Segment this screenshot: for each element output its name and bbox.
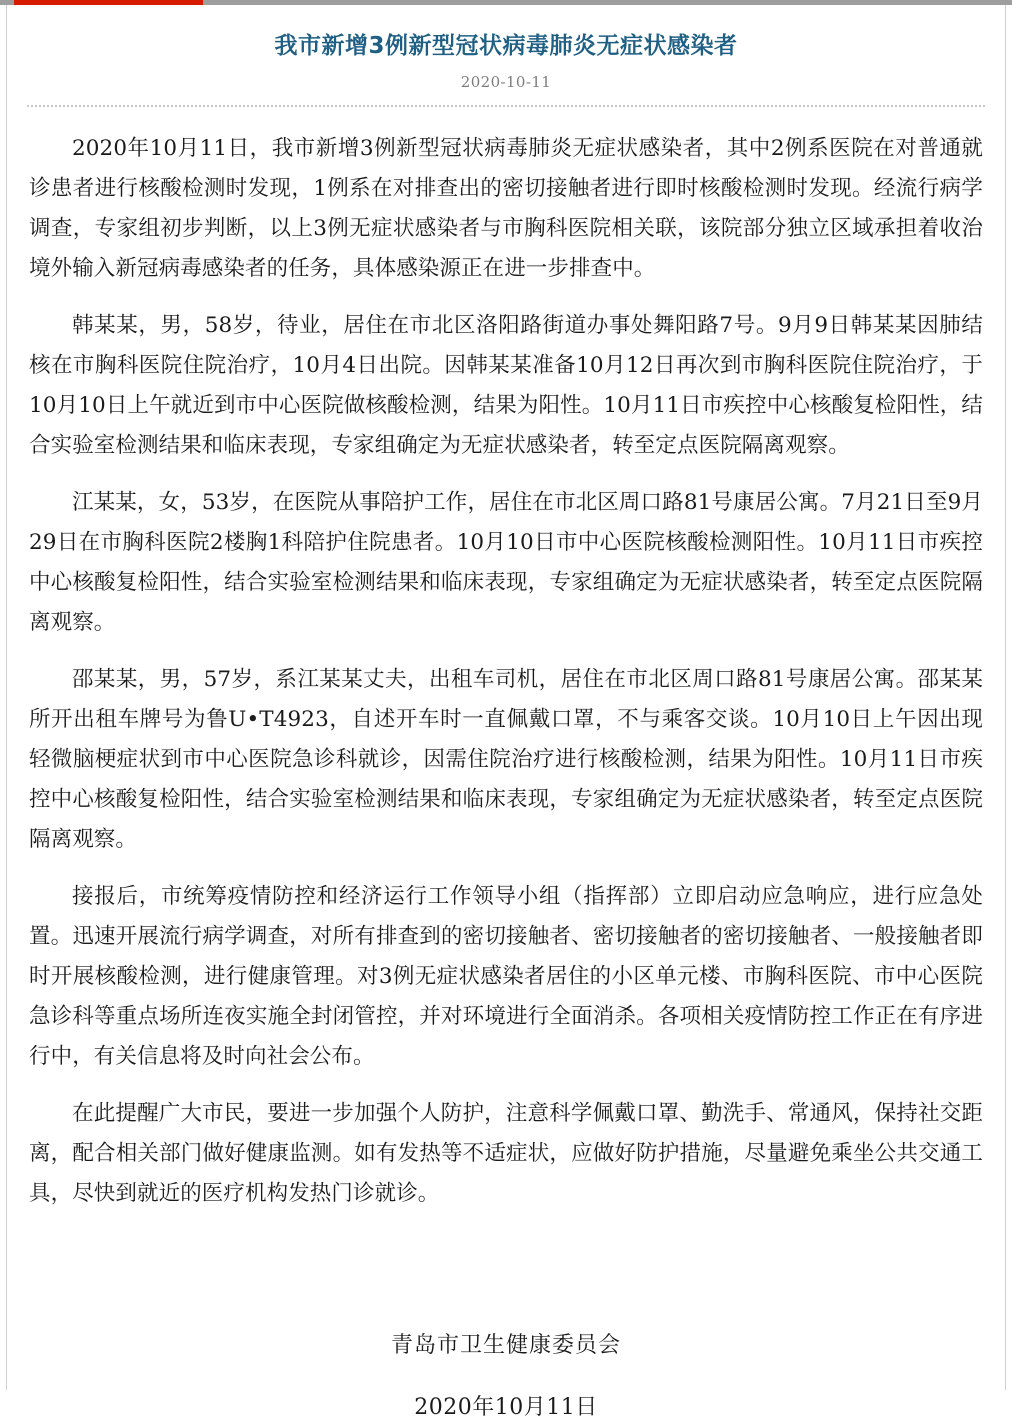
publish-date: 2020-10-11 — [460, 73, 552, 92]
paragraph-response: 接报后，市统筹疫情防控和经济运行工作领导小组（指挥部）立即启动应急响应，进行应急处置。迅速开展流行病学调查，对所有排查到的密切接触者、密切接触者的密切接触者、一般接触者即时开展核酸检测，进行健康管理。对3例无症状感染者居住的小区单元楼、市胸科医院、市中心医院急诊科等重点场所连夜实施全封闭管控，并对环境进行全面消杀。各项相关疫情防控工作正在有序进行中，有关信息将及时向社会公布。 — [29, 884, 983, 1070]
paragraph-summary: 2020年10月11日，我市新增3例新型冠状病毒肺炎无症状感染者，其中2例系医院在对普通就诊患者进行核酸检测时发现，1例系在对排查出的密切接触者进行即时核酸检测时发现。经流行病学调查，专家组初步判断，以上3例无症状感染者与市胸科医院相关联，该院部分独立区域承担着收治境外输入新冠病毒感染者的任务，具体感染源正在进一步排查中。 — [29, 136, 983, 282]
issuing-organization: 青岛市卫生健康委员会 — [390, 1333, 621, 1359]
paragraph-advisory: 在此提醒广大市民，要进一步加强个人防护，注意科学佩戴口罩、勤洗手、常通风，保持社交距离，配合相关部门做好健康监测。如有发热等不适症状，应做好防护措施，尽量避免乘坐公共交通工具，尽快到就近的医疗机构发热门诊就诊。 — [29, 1101, 983, 1207]
paragraph-case-shao: 邵某某，男，57岁，系江某某丈夫，出租车司机，居住在市北区周口路81号康居公寓。邵某某所开出租车牌号为鲁U•T4923，自述开车时一直佩戴口罩，不与乘客交谈。10月10日上午因出现轻微脑梗症状到市中心医院急诊科就诊，因需住院治疗进行核酸检测，结果为阳性。10月11日市疾控中心核酸复检阳性，结合实验室检测结果和临床表现，专家组确定为无症状感染者，转至定点医院隔离观察。 — [29, 667, 983, 853]
document-sheet — [7, 5, 1005, 1421]
paragraph-case-han: 韩某某，男，58岁，待业，居住在市北区洛阳路街道办事处舞阳路7号。9月9日韩某某因肺结核在市胸科医院住院治疗，10月4日出院。因韩某某准备10月12日再次到市胸科医院住院治疗，于10月10日上午就近到市中心医院做核酸检测，结果为阳性。10月11日市疾控中心核酸复检阳性，结合实验室检测结果和临床表现，专家组确定为无症状感染者，转至定点医院隔离观察。 — [29, 313, 983, 459]
document-body — [7, 107, 1005, 1428]
document-header — [7, 5, 1005, 107]
signature-date: 2020年10月11日 — [414, 1395, 598, 1421]
signature-block — [29, 1326, 983, 1428]
paragraph-case-jiang: 江某某，女，53岁，在医院从事陪护工作，居住在市北区周口路81号康居公寓。7月21日至9月29日在市胸科医院2楼胸1科陪护住院患者。10月10日市中心医院核酸检测阳性。10月11日市疾控中心核酸复检阳性，结合实验室检测结果和临床表现，专家组确定为无症状感染者，转至定点医院隔离观察。 — [29, 490, 983, 636]
page-title: 我市新增3例新型冠状病毒肺炎无症状感染者 — [274, 33, 738, 59]
page-frame-right-border — [1005, 5, 1006, 1390]
